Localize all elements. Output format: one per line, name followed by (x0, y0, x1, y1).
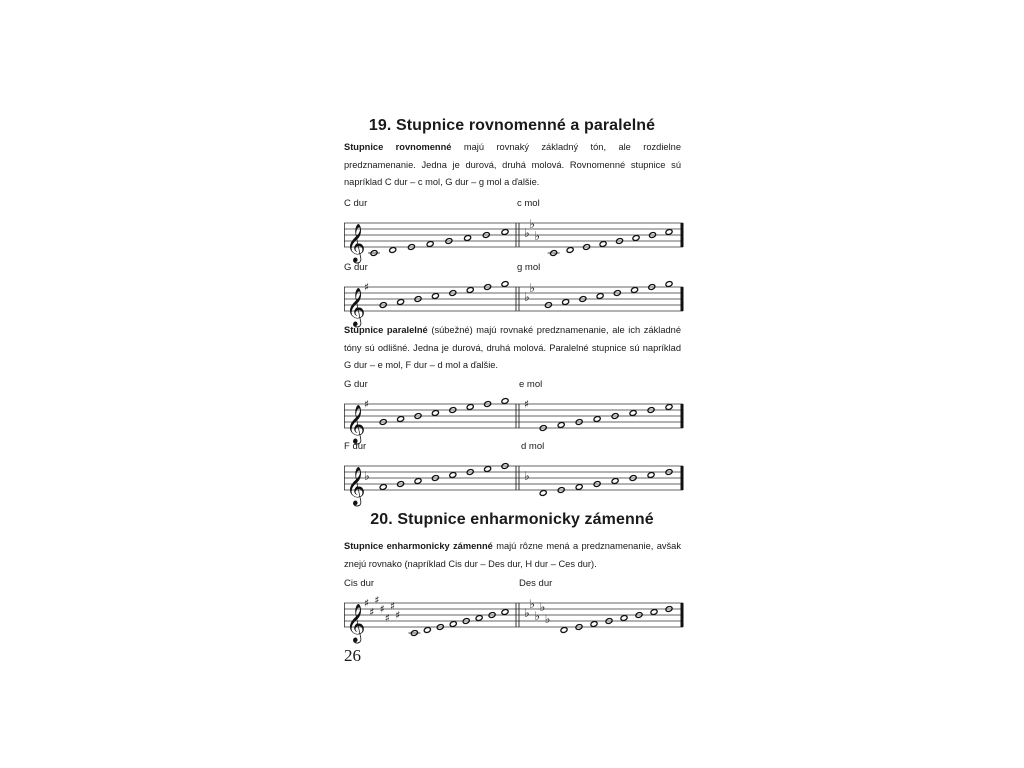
staff-c-dur-c-mol (344, 217, 684, 262)
treble-clef-icon: 𝄞 (346, 466, 366, 505)
treble-clef-icon: 𝄞 (346, 603, 366, 642)
sharp-icon: ♯ (524, 398, 530, 411)
whole-note (665, 281, 673, 288)
whole-note (449, 621, 457, 628)
label-example-5-right: Des dur (519, 578, 553, 589)
whole-note (501, 609, 509, 616)
whole-note (501, 398, 509, 405)
paragraph-rovnomenne-text: majú rovnaký základný tón, ale rozdielne predznamenanie. Jedna je durová, druhá molová. Rovnomenné stupnice sú napríklad C dur – c mol, G dur – g mol a ďalšie. (344, 142, 681, 187)
whole-note (484, 466, 492, 473)
whole-note (501, 229, 509, 236)
term-paralelne: Stupnice paralelné (344, 325, 428, 335)
paragraph-paralelne-text: (súbežné) majú rovnaké predznamenanie, ale ich základné tóny sú odlišné. Jedna je durová, druhá molová. Paralelné stupnice sú napríklad G dur – e mol, F dur – d mol a ďalšie. (344, 325, 682, 370)
staff-g-dur-g-mol (344, 281, 684, 326)
whole-note (629, 410, 637, 417)
whole-note (431, 293, 439, 300)
label-example-1-left: C dur (344, 198, 368, 209)
whole-note (590, 621, 598, 628)
whole-note (464, 235, 472, 242)
whole-note (449, 472, 457, 479)
paragraph-paralelne (344, 322, 681, 375)
whole-note (397, 416, 405, 423)
section-20-heading: 20. Stupnice enharmonicky zámenné (370, 511, 654, 528)
whole-note (379, 484, 387, 491)
label-example-4-right: d mol (521, 441, 545, 452)
label-example-4-left: F dur (344, 441, 367, 452)
treble-clef-icon: 𝄞 (346, 287, 366, 326)
whole-note (426, 241, 434, 248)
flat-icon: ♭ (524, 606, 530, 620)
label-example-2-left: G dur (344, 262, 368, 273)
whole-note (631, 287, 639, 294)
whole-note (397, 299, 405, 306)
whole-note (566, 247, 574, 254)
whole-note (611, 478, 619, 485)
sharp-icon: ♯ (374, 594, 380, 607)
label-example-1-right: c mol (517, 198, 540, 209)
term-enharmonicke: Stupnice enharmonicky zámenné (344, 541, 493, 551)
flat-icon: ♭ (524, 469, 530, 483)
whole-note (596, 293, 604, 300)
whole-note (539, 490, 547, 497)
flat-icon: ♭ (524, 226, 530, 240)
paragraph-enharmonicke (344, 538, 681, 573)
flat-icon: ♭ (524, 290, 530, 304)
whole-note (501, 281, 509, 288)
whole-note (650, 609, 658, 616)
page-number: 26 (344, 646, 361, 665)
paragraph-rovnomenne (344, 139, 681, 192)
sharp-icon: ♯ (369, 606, 375, 619)
flat-icon: ♭ (539, 600, 546, 614)
whole-note (632, 235, 640, 242)
whole-note (414, 478, 422, 485)
whole-note (593, 416, 601, 423)
flat-icon: ♭ (364, 469, 370, 483)
whole-note (560, 627, 568, 634)
label-example-3-right: e mol (519, 379, 543, 390)
sharp-icon: ♯ (390, 600, 396, 613)
whole-note (620, 615, 628, 622)
whole-note (665, 229, 673, 236)
sharp-icon: ♯ (379, 603, 385, 616)
flat-icon: ♭ (529, 597, 535, 611)
term-rovnomenne: Stupnice rovnomenné (344, 142, 452, 152)
whole-note (647, 472, 655, 479)
sharp-icon: ♯ (364, 398, 370, 411)
sharp-icon: ♯ (364, 281, 370, 294)
sharp-icon: ♯ (395, 609, 401, 622)
sharp-icon: ♯ (384, 612, 390, 625)
whole-note (562, 299, 570, 306)
sharp-icon: ♯ (364, 597, 370, 610)
label-example-3-left: G dur (344, 379, 368, 390)
whole-note (575, 484, 583, 491)
label-example-2-right: g mol (517, 262, 541, 273)
staff-f-dur-d-mol (344, 460, 684, 505)
whole-note (389, 247, 397, 254)
staff-cis-dur-des-dur (344, 594, 684, 642)
flat-icon: ♭ (534, 229, 541, 243)
section-19-heading: 19. Stupnice rovnomenné a paralelné (368, 117, 656, 134)
whole-note (475, 615, 483, 622)
flat-icon: ♭ (534, 609, 541, 623)
treble-clef-icon: 𝄞 (346, 223, 366, 262)
whole-note (599, 241, 607, 248)
whole-note (431, 410, 439, 417)
whole-note (665, 404, 673, 411)
flat-icon: ♭ (529, 281, 535, 295)
whole-note (557, 422, 565, 429)
whole-note (466, 287, 474, 294)
flat-icon: ♭ (529, 217, 535, 231)
label-example-5-left: Cis dur (344, 578, 375, 589)
flat-icon: ♭ (544, 612, 551, 626)
paragraph-enharmonicke-text: majú rôzne mená a predznamenanie, avšak znejú rovnako (napríklad Cis dur – Des dur, H dur – Ces dur). (344, 541, 681, 569)
whole-note (466, 404, 474, 411)
staff-g-dur-e-mol (344, 398, 684, 443)
whole-note (423, 627, 431, 634)
treble-clef-icon: 𝄞 (346, 404, 366, 443)
